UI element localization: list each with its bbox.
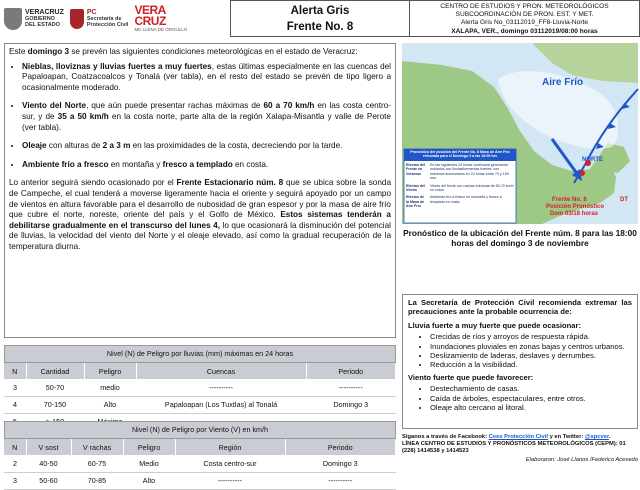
center-line: SUBCOORDINACIÓN DE PRON. EST. Y MET.: [455, 11, 594, 19]
table-cell: Alto: [84, 396, 136, 413]
logo-pc-line: PC: [86, 9, 97, 16]
table-cell: Alto: [123, 472, 175, 489]
center-line: XALAPA, VER., domingo 03112019/08:00 horas: [451, 27, 598, 35]
inset-row: [406, 195, 514, 208]
wind-hazard-table: [4, 421, 396, 490]
table-row: [4, 379, 396, 396]
text: en montaña y: [108, 159, 163, 169]
signature: Elaboraron: José Llanos /Federico Acevedo: [525, 457, 638, 463]
logo-pc-line: Secretaría de: [86, 16, 122, 22]
center-info: [410, 0, 640, 37]
wind-effects-list: [408, 384, 632, 412]
text-bold: Oleaje: [22, 141, 47, 151]
column-header: N: [4, 363, 26, 379]
table-cell: 60-75: [71, 455, 123, 472]
table-header-row: [4, 439, 396, 455]
text-bold: Frente Estacionario núm. 8: [176, 178, 284, 188]
condition-rain: [22, 62, 391, 94]
pc-shield-icon: [70, 9, 84, 29]
logo-pc-line: Protección Civil: [86, 22, 129, 28]
text: con alturas de: [46, 141, 103, 151]
list-item: • Oleaje alto cercano al litoral.: [430, 403, 632, 412]
text: en las proximidades de la costa, decreciendo por la tarde.: [130, 141, 343, 151]
table-cell: ----------: [136, 379, 306, 396]
label-time: Dom 03/18 horas: [550, 211, 599, 217]
table-cell: 3: [4, 379, 26, 396]
column-header: Peligro: [84, 363, 136, 379]
inset-row: [406, 184, 514, 193]
text: Lo anterior seguirá siendo ocasionado por el: [9, 178, 177, 188]
table-cell: 40-50: [26, 455, 71, 472]
text: en costa.: [232, 159, 269, 169]
text-bold: 2 a 3 m: [102, 141, 131, 151]
text: que se ubica sobre la sonda de Campeche, el cual tenderá a moverse ligeramente hacia el oriente y seguirá apoyado por un campo de vientos en altura favorable para el desarrollo de nubosidad de gran espesor y por la masa de aire frío que cubre el norte, noreste, oriente del país y el Golfo de México.: [9, 178, 392, 220]
list-item: • Deslizamiento de laderas, deslaves y derrumbes.: [430, 351, 632, 360]
text-bold: 35 a 50 km/h: [57, 111, 109, 121]
map-caption: Pronóstico de la ubicación del Frente núm. 8 para las 18:00 horas del domingo 3 de noviembre: [403, 228, 637, 248]
text: en las costa centro-sur, y de: [22, 101, 391, 121]
table-cell: 3: [4, 472, 26, 489]
table-cell: 70-150: [26, 396, 84, 413]
text: , estas últimas especialmente en las cuencas del Papaloapan, Coatzacoalcos y Tonalá (ver tabla), en el resto del estado se prevén de tipo ligero a ocasionalmente moderado.: [22, 61, 391, 92]
table-cell: 4: [4, 396, 26, 413]
column-header: Periodo: [306, 363, 396, 379]
column-header: Cantidad: [26, 363, 84, 379]
column-header: Región: [175, 439, 285, 455]
text-bold: domingo 3: [27, 47, 70, 56]
table-cell: 70-85: [71, 472, 123, 489]
logo-vc-line: VERA: [134, 3, 166, 17]
alert-title-line: Alerta Gris: [290, 5, 350, 17]
text-bold: Estos sistemas tenderán a debilitarse gradualmente en el transcurso del lunes 4,: [9, 210, 391, 230]
label-norte: NORTE: [582, 157, 603, 163]
text-bold: 60 a 70 km/h: [263, 101, 315, 111]
text: se prevén las siguientes condiciones meteorológicas en el estado de Veracruz:: [69, 47, 358, 56]
text: Síganos a través de Facebook:: [402, 434, 489, 440]
front-forecast-map: [402, 43, 638, 224]
list-item: • Inundaciones pluviales en zonas bajas y centros urbanos.: [430, 342, 632, 351]
table-cell: Domingo 3: [306, 396, 396, 413]
inset-row-text: Ambiente frío a fresco en montaña y fresco a templado en costa: [430, 195, 502, 204]
rain-effects-list: [408, 332, 632, 370]
veracruz-orgullo-logo: [134, 5, 187, 32]
facebook-link[interactable]: Ceex Protección Civil: [488, 434, 548, 440]
inset-row-label: Efectos del Viento: [406, 183, 426, 193]
inset-title: Pronóstico del posición del Frente No. 8 Masa de Aire Frío reforzada para el Domingo 3 a las 18:00 hrs: [410, 150, 510, 159]
social-line: [402, 434, 638, 441]
column-header: V rachas: [71, 439, 123, 455]
table-header-row: [4, 363, 396, 379]
inset-row-text: En las siguientes 24 horas continuará generando nublados con lluvias/tormentas fuertes, con máximos acumulados en 24 horas entre 70 y 150 mm: [430, 163, 509, 181]
text: lo que ocasionará la disminución del potencial de lluvias, la velocidad del viento del Norte y el oleaje elevado, así como la gradual recuperación de la temperatura diurna.: [9, 220, 391, 251]
logo-bar: [0, 0, 230, 37]
rain-hazard-table: [4, 345, 396, 431]
narrative-intro: [9, 47, 391, 58]
list-item: • Caída de árboles, espectaculares, entre otros.: [430, 394, 632, 403]
table-row: [4, 396, 396, 413]
alert-title: [230, 0, 410, 37]
alert-title-line: Frente No. 8: [286, 21, 354, 33]
logo-vc-tagline: ME LLENA DE ORGULLO: [134, 27, 188, 32]
center-line: Alerta Gris No_03112019_FF8-Lluvia-Norte: [460, 19, 589, 27]
center-line: CENTRO DE ESTUDIOS Y PRON. METEOROLÓGICOS: [440, 3, 609, 10]
column-header: V sost: [26, 439, 71, 455]
text: y en Twitter:: [547, 434, 585, 440]
column-header: N: [4, 439, 26, 455]
text: en la costa norte, parte alta de la región Xalapa-Misantla y valle de Perote (ver tabla).: [22, 111, 391, 132]
condition-temperature: [22, 160, 391, 171]
wind-table-title: Nivel (N) de Peligro por Viento (V) en km/h: [4, 421, 396, 439]
table-cell: 2: [4, 455, 26, 472]
veracruz-shield-icon: [4, 8, 22, 30]
table-cell: ----------: [175, 472, 285, 489]
twitter-link[interactable]: @spcver: [584, 434, 609, 440]
table-cell: medio: [84, 379, 136, 396]
table-cell: 50-60: [26, 472, 71, 489]
text-bold: fresco a templado: [162, 159, 233, 169]
header: [0, 0, 640, 37]
phone-line: LÍNEA CENTRO DE ESTUDIOS Y PRONÓSTICOS METEOROLÓGICOS (CEPM): 01 (228) 1414538 y 1414523: [402, 441, 626, 454]
text: .: [608, 434, 611, 440]
table-cell: 50-70: [26, 379, 84, 396]
label-position: Posición Pronóstico: [546, 204, 605, 210]
text-bold: Ambiente frío a fresco: [22, 159, 109, 169]
logo-veracruz-line: DEL ESTADO: [25, 22, 60, 28]
table-cell: ----------: [285, 472, 396, 489]
label-dt: DT: [620, 197, 628, 203]
forecast-narrative: [4, 43, 396, 338]
text: Este: [9, 47, 28, 56]
inset-content: [406, 163, 514, 209]
recommendations: [402, 294, 638, 429]
table-cell: Medio: [123, 455, 175, 472]
text: , que aún puede presentar rachas máximas de: [86, 101, 264, 111]
table-cell: ----------: [306, 379, 396, 396]
table-row: [4, 455, 396, 472]
condition-wind: [22, 101, 391, 133]
column-header: Peligro: [123, 439, 175, 455]
conditions-list: [9, 62, 391, 171]
table-cell: Domingo 3: [285, 455, 396, 472]
narrative-cause: [9, 178, 391, 252]
table-row: [4, 472, 396, 489]
inset-row-label: Efectos del Frente en Veracruz: [406, 163, 426, 176]
table-cell: Costa centro-sur: [175, 455, 285, 472]
veracruz-government-logo: [4, 8, 64, 30]
footer: [402, 434, 638, 464]
inset-row-label: Efectos de la Masa de Aire Frío: [406, 195, 425, 209]
label-aire-frio: Aire Frío: [542, 77, 584, 88]
text-bold: Nieblas, lloviznas y lluvias fuertes a muy fuertes: [22, 61, 212, 71]
label-front: Frente No. 8: [552, 197, 587, 203]
wind-table: [4, 439, 396, 490]
condition-waves: [22, 141, 391, 152]
column-header: Cuencas: [136, 363, 306, 379]
text-bold: Viento del Norte: [22, 101, 87, 111]
recom-rain-title: Lluvia fuerte a muy fuerte que puede ocasionar:: [408, 320, 582, 330]
proteccion-civil-logo: [70, 9, 129, 29]
recom-wind-title: Viento fuerte que puede favorecer:: [408, 372, 534, 382]
logo-vc-line: CRUZ: [134, 14, 166, 28]
recom-intro: La Secretaría de Protección Civil recomienda extremar las precauciones ante la probable ocurrencia de:: [408, 298, 632, 317]
list-item: • Reducción a la visibilidad.: [430, 360, 632, 369]
inset-row: [406, 163, 514, 181]
logo-veracruz-line: GOBIERNO: [25, 16, 55, 22]
logo-veracruz-line: VERACRUZ: [25, 9, 64, 16]
list-item: • Destechamiento de casas.: [430, 384, 632, 393]
column-header: Periodo: [285, 439, 396, 455]
rain-table-title: Nivel (N) de Peligro por lluvias (mm) máximas en 24 horas: [4, 345, 396, 363]
inset-row-text: Viento del Norte con rachas máximas de 60-70 km/h en costa.: [430, 183, 514, 193]
table-cell: Papaloapan (Los Tuxtlas) al Tonalá: [136, 396, 306, 413]
list-item: • Crecidas de ríos y arroyos de respuesta rápida.: [430, 332, 632, 341]
